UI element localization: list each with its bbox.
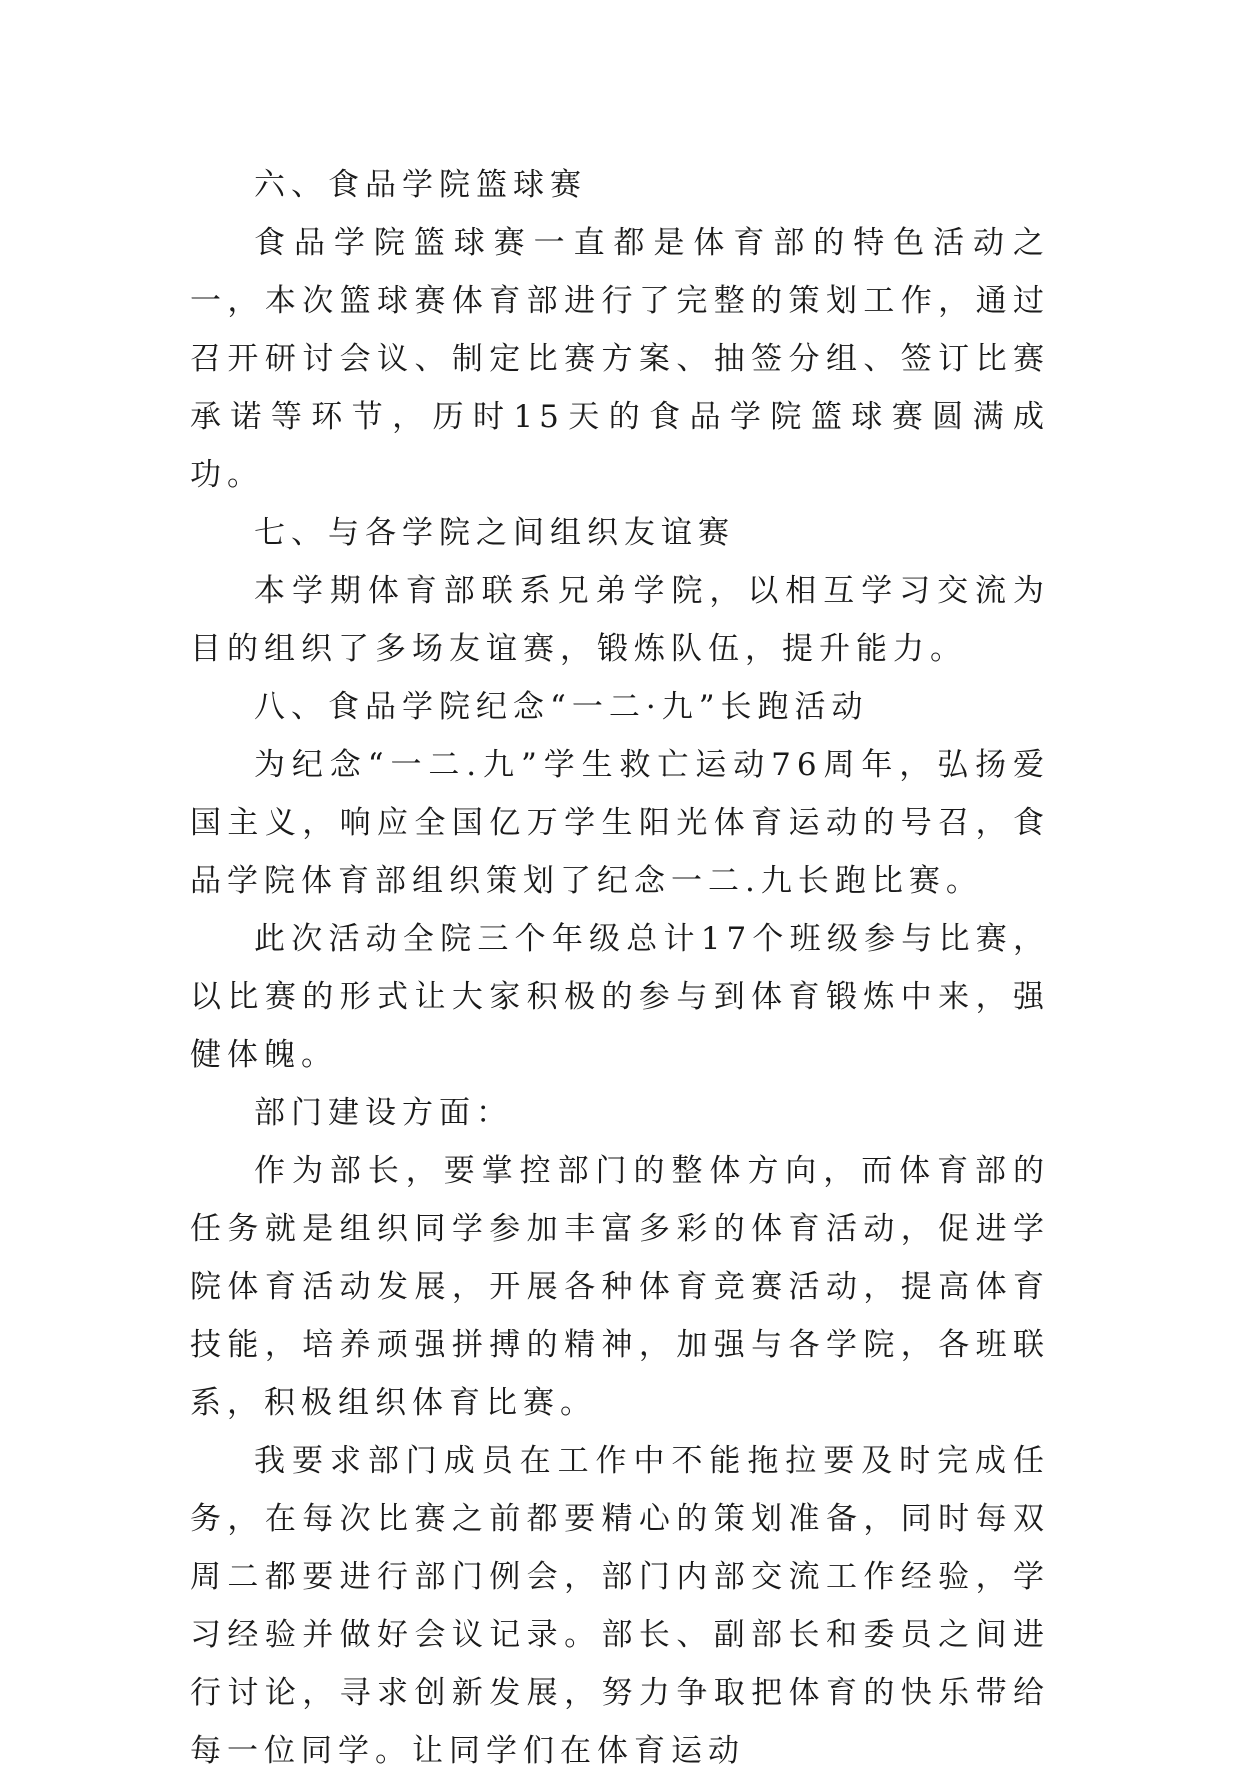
- section-heading-department: 部门建设方面：: [254, 1095, 513, 1131]
- paragraph-long-run-participation: 此次活动全院三个年级总计17个班级参与比赛， 以比赛的形式让大家积极的参与到体育锻炼中来，强健体魄。: [190, 921, 1050, 1073]
- paragraph-member-requirements: 我要求部门成员在工作中不能拖拉要及时完成任务，在每次比赛之前都要精心的策划准备，同时每双周二都要进行部门例会，部门内部交流工作经验，学习经验并做好会议记录。部长、副部长和委员之间进行讨论，寻求创新发展，努力争取把体育的快乐带给每一位同学。让同学们在体育运动: [190, 1443, 1050, 1769]
- paragraph-basketball: 食品学院篮球赛一直都是体育部的特色活动之一，本次篮球赛体育部进行了完整的策划工作，通过召开研讨会议、制定比赛方案、抽签分组、签订比赛承诺等环节，历时15天的食品学院篮球赛圆满成功。: [190, 225, 1050, 493]
- document-body: [190, 156, 1050, 1780]
- paragraph-friendly-matches: 本学期体育部联系兄弟学院，以相互学习交流为目的组织了多场友谊赛，锻炼队伍，提升能力。: [190, 573, 1050, 667]
- paragraph-minister-role: 作为部长，要掌控部门的整体方向，而体育部的任务就是组织同学参加丰富多彩的体育活动，促进学院体育活动发展，开展各种体育竞赛活动，提高体育技能，培养顽强拼搏的精神，加强与各学院，各班联系，积极组织体育比赛。: [190, 1153, 1050, 1421]
- section-heading-7: 七、与各学院之间组织友谊赛: [254, 515, 735, 551]
- section-heading-8: 八、食品学院纪念“一二·九”长跑活动: [254, 689, 869, 725]
- section-heading-6: 六、食品学院篮球赛: [254, 167, 587, 203]
- paragraph-long-run-purpose: 为纪念“一二.九”学生救亡运动76周年，弘扬爱国主义，响应全国亿万学生阳光体育运动的号召，食品学院体育部组织策划了纪念一二.九长跑比赛。: [190, 747, 1050, 899]
